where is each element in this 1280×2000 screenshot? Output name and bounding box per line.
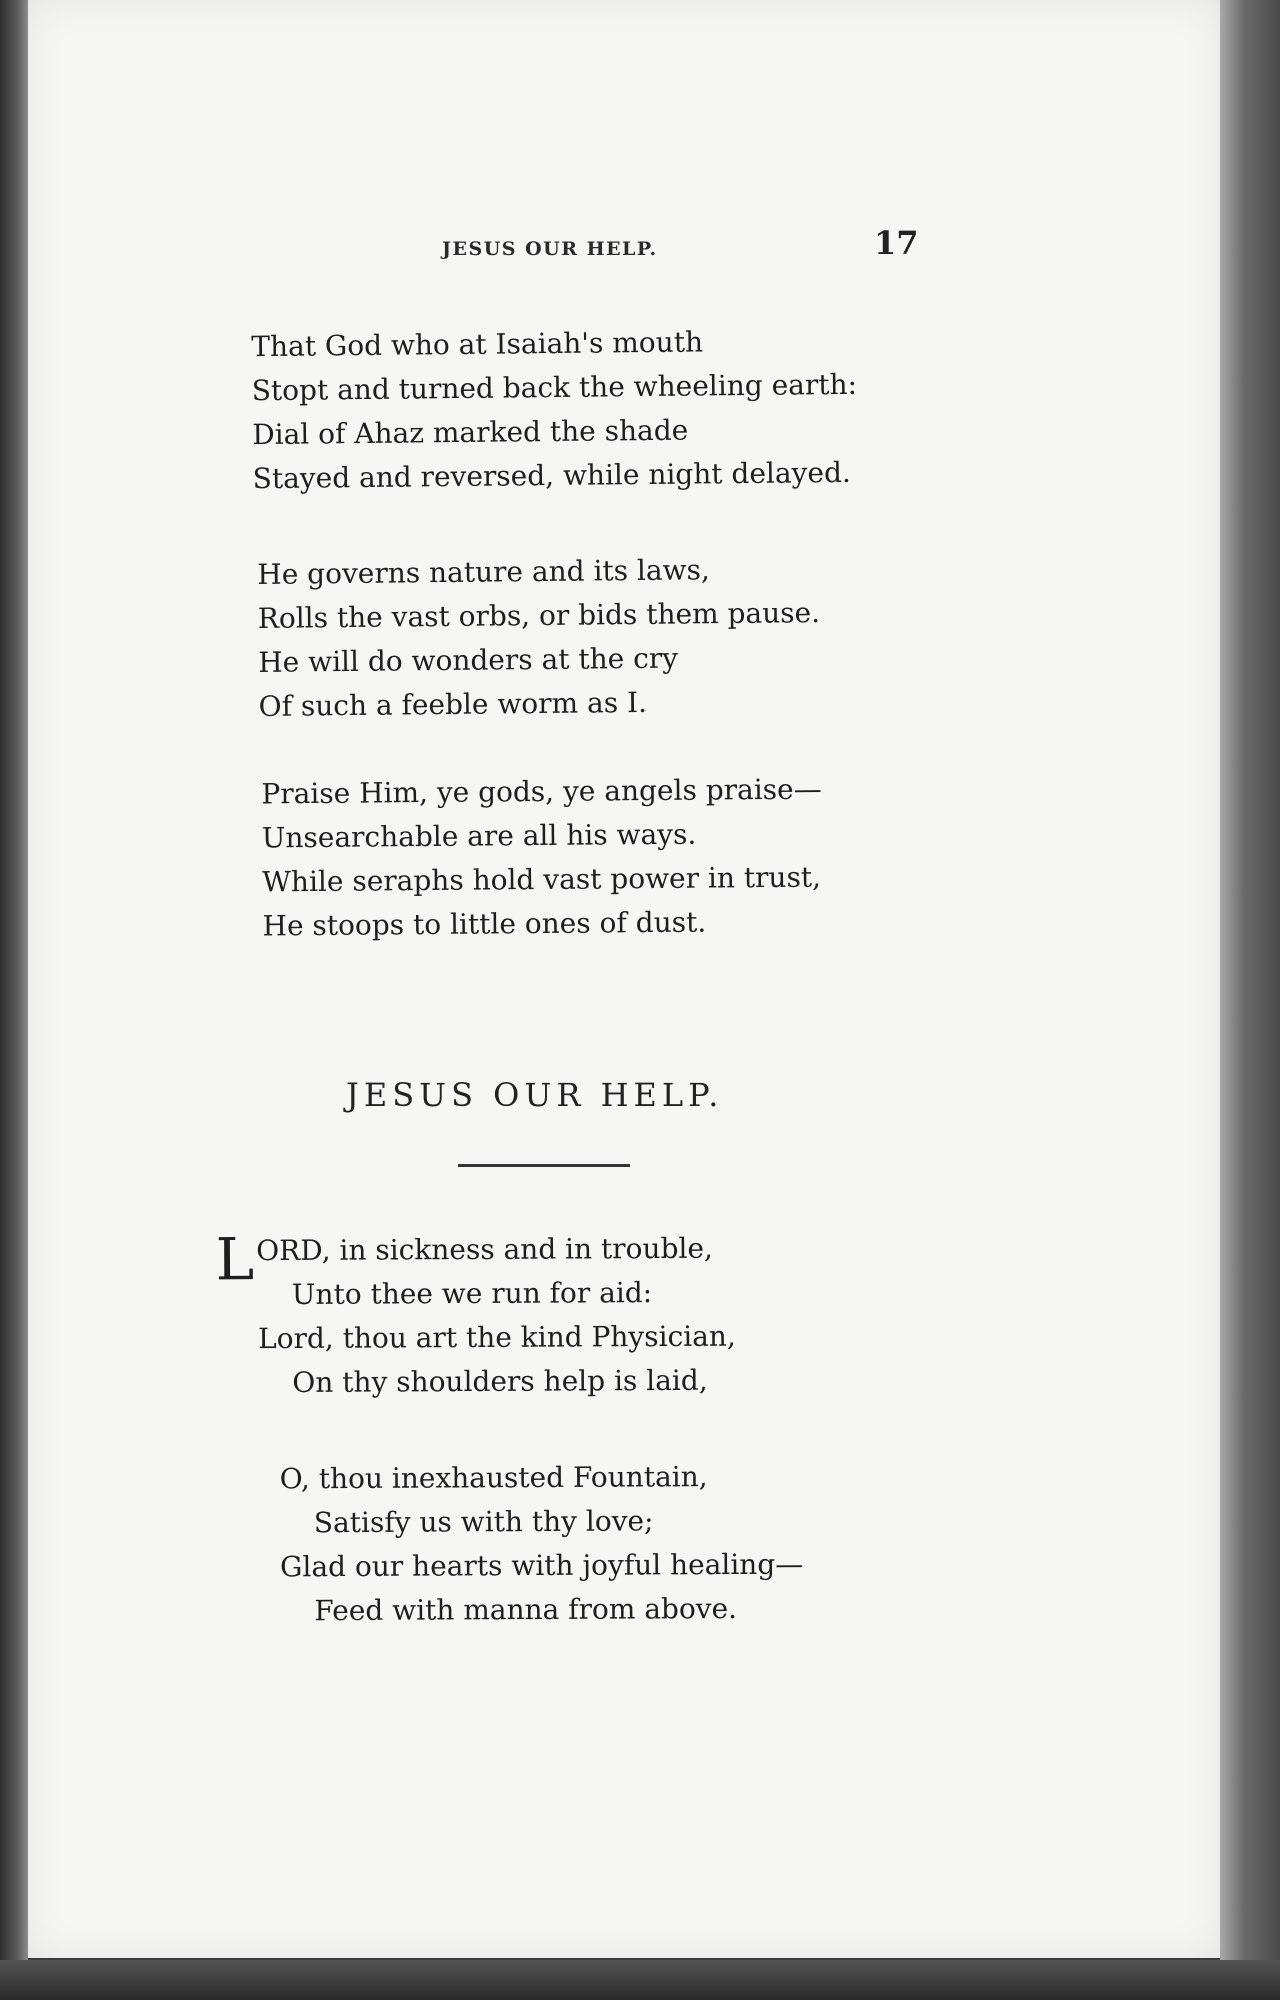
stanza [251, 319, 858, 501]
verse-line: While seraphs hold vast power in trust, [262, 860, 822, 899]
book-right-edge [1220, 0, 1280, 2000]
book-page [28, 0, 1220, 1958]
verse-line: Of such a feeble worm as I. [258, 685, 648, 723]
verse-line: On thy shoulders help is laid, [292, 1363, 708, 1399]
drop-cap: L [215, 1225, 255, 1294]
verse-line: Satisfy us with thy love; [313, 1504, 654, 1540]
verse-line: Stopt and turned back the wheeling earth: [251, 367, 858, 408]
hymn-stanza [212, 1227, 737, 1406]
verse-line: That God who at Isaiah's mouth [251, 325, 704, 364]
first-line-text: ORD, in sickness and in trouble, [256, 1231, 713, 1268]
book-bottom-edge [0, 1960, 1280, 2000]
verse-line: Lord, thou art the kind Physician, [258, 1319, 736, 1356]
hymn-stanza [280, 1455, 804, 1634]
verse-line: Glad our hearts with joyful healing— [280, 1547, 804, 1584]
verse-line: Feed with manna from above. [314, 1591, 738, 1628]
verse-line: Praise Him, ye gods, ye angels praise— [261, 772, 822, 811]
stanza [261, 768, 823, 949]
page-number: 17 [874, 224, 919, 262]
stanza [257, 547, 821, 729]
verse-line: He will do wonders at the cry [258, 641, 679, 679]
verse-line: He stoops to little ones of dust. [262, 905, 707, 943]
verse-line: Dial of Ahaz marked the shade [252, 413, 689, 452]
title-rule [458, 1164, 630, 1167]
verse-line: Unto thee we run for aid: [291, 1276, 653, 1311]
verse-line: Unsearchable are all his ways. [261, 817, 697, 855]
verse-line: Rolls the vast orbs, or bids them pause. [257, 596, 821, 635]
verse-line: O, thou inexhausted Fountain, [279, 1460, 708, 1496]
running-title: JESUS OUR HELP. [442, 238, 658, 260]
verse-line: Stayed and reversed, while night delayed. [252, 455, 851, 496]
hymn-title: JESUS OUR HELP. [346, 1076, 724, 1114]
verse-line: He governs nature and its laws, [257, 553, 710, 591]
book-left-edge [0, 0, 28, 2000]
